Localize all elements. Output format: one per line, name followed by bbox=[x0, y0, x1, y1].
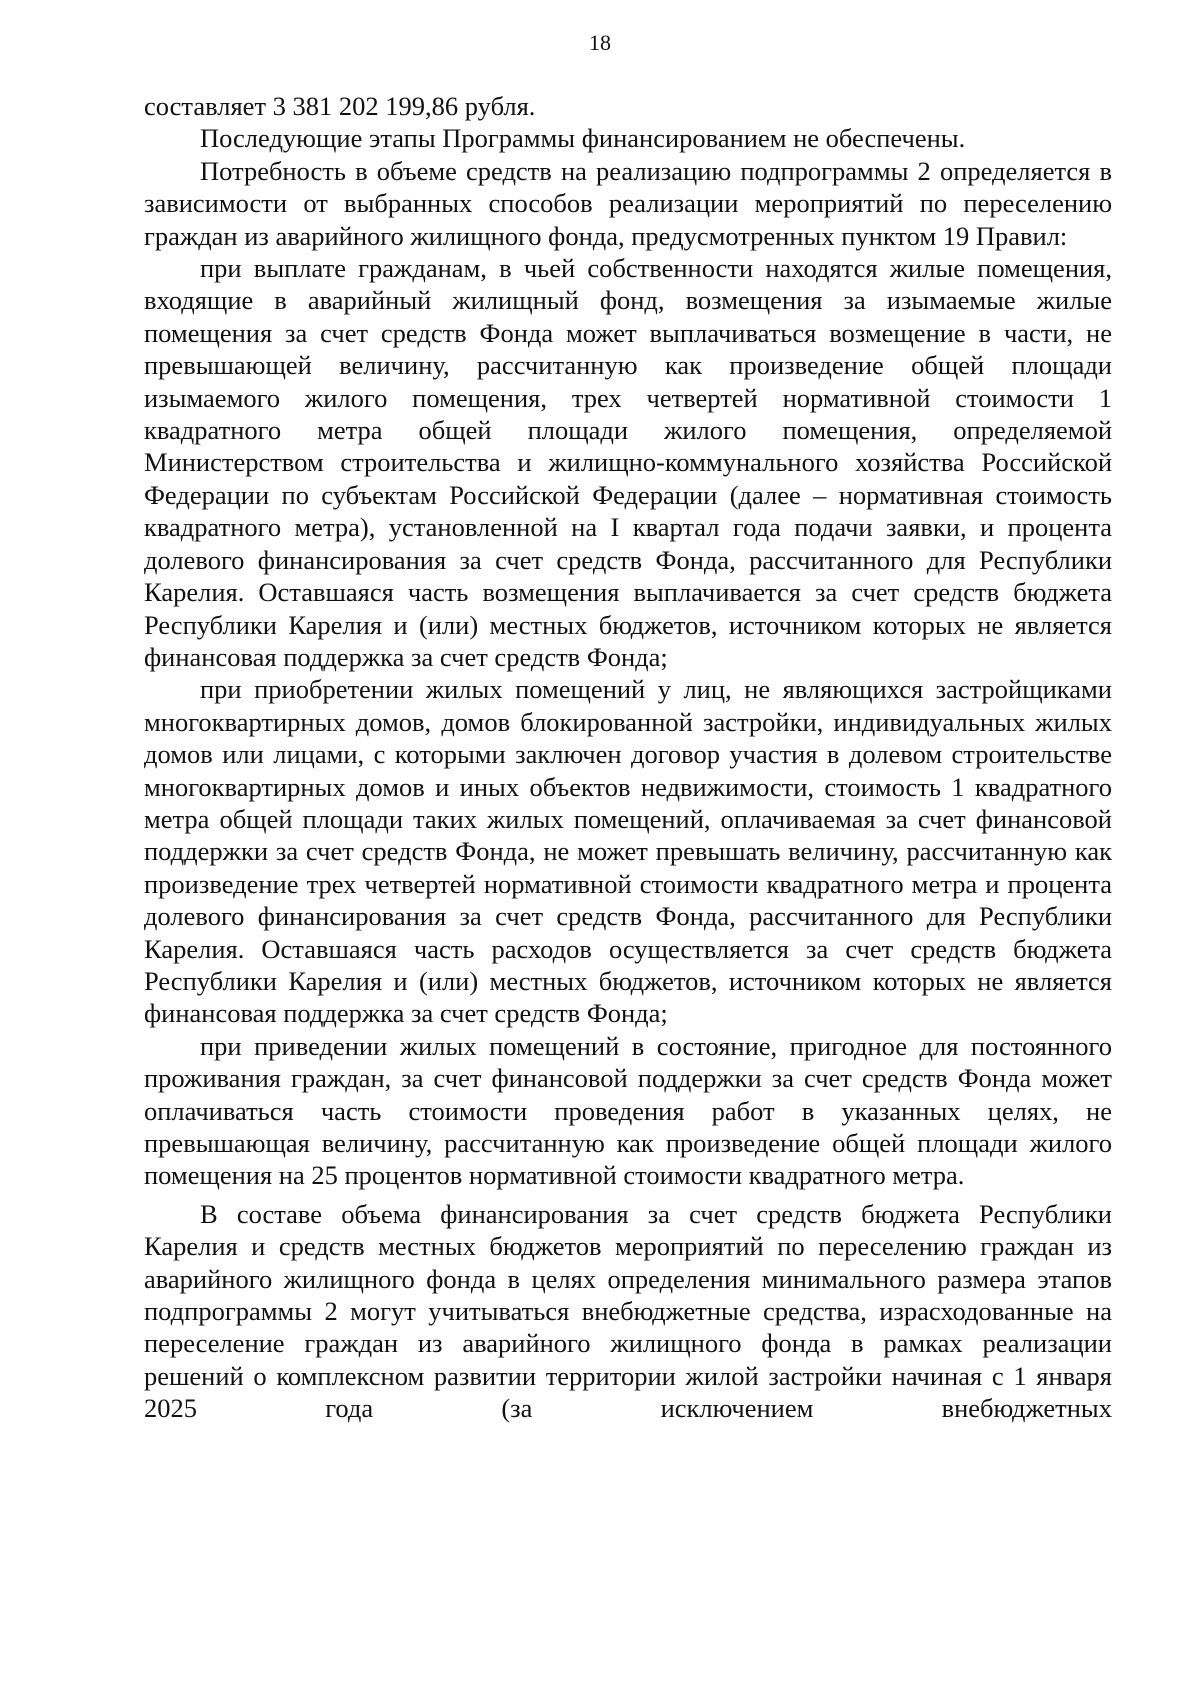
paragraph-housing-repair: при приведении жилых помещений в состояние, пригодное для постоянного проживания граждан, за счет финансовой поддержки за счет средств Фонда может оплачиваться часть стоимости проведения работ в указанных целях, не превышающая величину, рассчитанную как произведение общей площади жилого помещения на 25 процентов нормативной стоимости квадратного метра. bbox=[144, 1030, 1112, 1191]
paragraph-compensation-payment: при выплате гражданам, в чьей собственности находятся жилые помещения, входящие в аварийный жилищный фонд, возмещения за изымаемые жилые помещения за счет средств Фонда может выплачиваться возмещение в части, не превышающей величину, рассчитанную как произведение общей площади изымаемого жилого помещения, трех четвертей нормативной стоимости 1 квадратного метра общей площади жилого помещения, определяемой Министерством строительства и жилищно-коммунального хозяйства Российской Федерации по субъектам Российской Федерации (далее – нормативная стоимость квадратного метра), установленной на I квартал года подачи заявки, и процента долевого финансирования за счет средств Фонда, рассчитанного для Республики Карелия. Оставшаяся часть возмещения выплачивается за счет средств бюджета Республики Карелия и (или) местных бюджетов, источником которых не является финансовая поддержка за счет средств Фонда; bbox=[144, 253, 1112, 672]
document-body bbox=[144, 90, 1112, 1425]
paragraph-subsequent-stages: Последующие этапы Программы финансированием не обеспечены. bbox=[200, 123, 966, 154]
page-number: 18 bbox=[589, 30, 611, 55]
paragraph-housing-purchase: при приобретении жилых помещений у лиц, не являющихся застройщиками многоквартирных домов, домов блокированной застройки, индивидуальных жилых домов или лицами, с которыми заключен договор участия в долевом строительстве многоквартирных домов и иных объектов недвижимости, стоимость 1 квадратного метра общей площади таких жилых помещений, оплачиваемая за счет финансовой поддержки за счет средств Фонда, не может превышать величину, рассчитанную как произведение трех четвертей нормативной стоимости квадратного метра и процента долевого финансирования за счет средств Фонда, рассчитанного для Республики Карелия. Оставшаяся часть расходов осуществляется за счет средств бюджета Республики Карелия и (или) местных бюджетов, источником которых не является финансовая поддержка за счет средств Фонда; bbox=[144, 674, 1112, 1029]
paragraph-extrabudgetary-funds: В составе объема финансирования за счет средств бюджета Республики Карелия и средств местных бюджетов мероприятий по переселению граждан из аварийного жилищного фонда в целях определения минимального размера этапов подпрограммы 2 могут учитываться внебюджетные средства, израсходованные на переселение граждан из аварийного жилищного фонда в рамках реализации решений о комплексном развитии территории жилой застройки начиная с 1 января 2025 года (за исключением внебюджетных bbox=[144, 1198, 1112, 1424]
paragraph-amount-continuation: составляет 3 381 202 199,86 рубля. bbox=[144, 91, 536, 121]
paragraph-funding-need: Потребность в объеме средств на реализацию подпрограммы 2 определяется в зависимости от выбранных способов реализации мероприятий по переселению граждан из аварийного жилищного фонда, предусмотренных пунктом 19 Правил: bbox=[144, 155, 1112, 251]
